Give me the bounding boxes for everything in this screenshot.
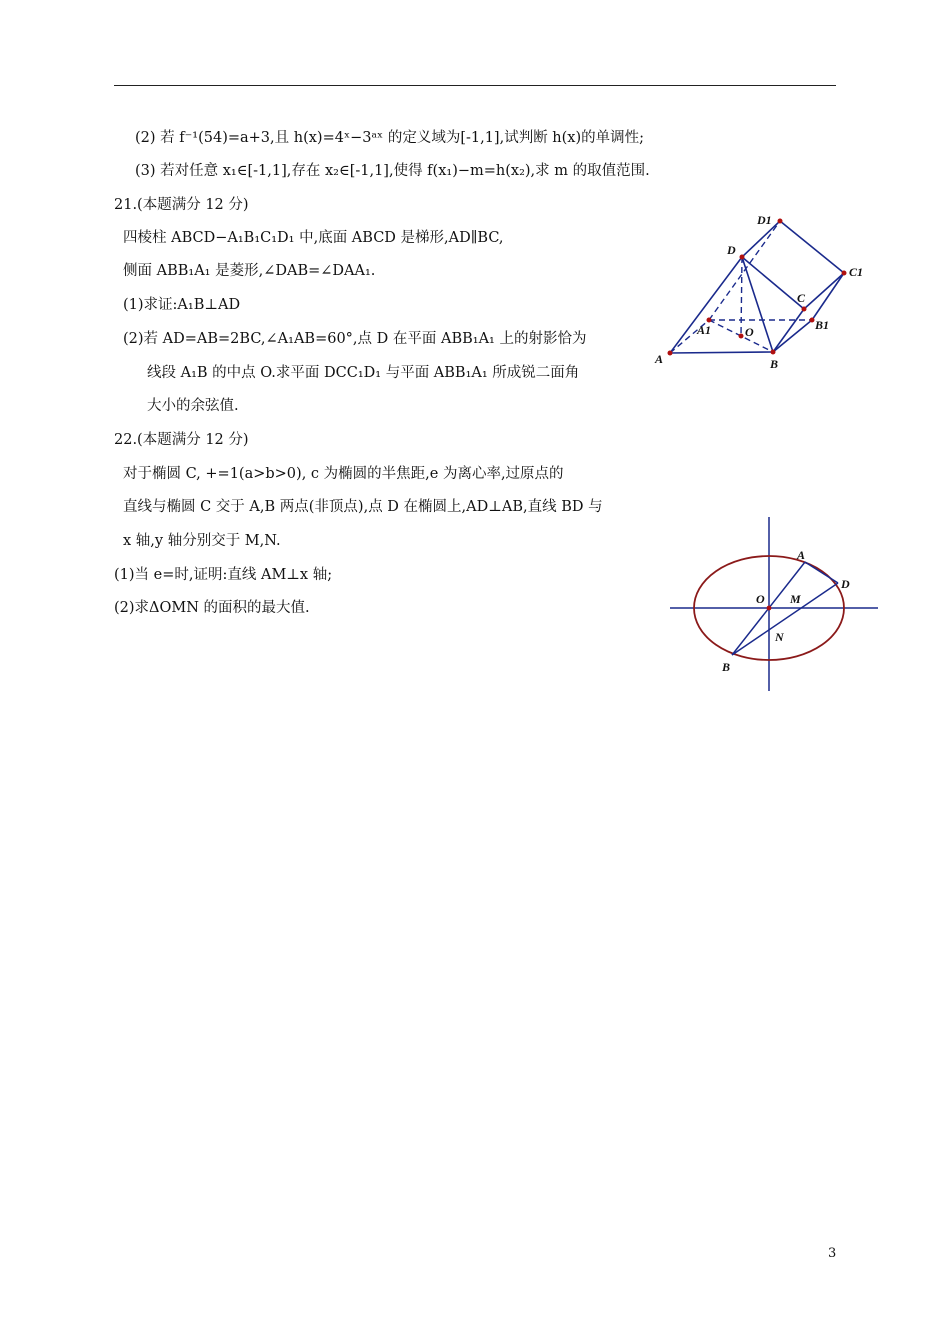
problem21-part2-cont-1: 线段 A₁B 的中点 O.求平面 DCC₁D₁ 与平面 ABB₁A₁ 所成锐二面角	[147, 365, 580, 381]
label-a: A	[655, 352, 664, 366]
problem22-line-1: 对于椭圆 C, +=1(a>b>0), c 为椭圆的半焦距,e 为离心率,过原点的	[123, 466, 564, 482]
problem22-part2: (2)求ΔOMN 的面积的最大值.	[114, 600, 310, 616]
label-a1: A1	[697, 323, 712, 337]
label-n: N	[775, 630, 784, 644]
problem21-header: 21.(本题满分 12 分)	[114, 197, 249, 213]
label-b: B	[722, 660, 731, 674]
label-d: D	[841, 577, 850, 591]
ellipse-figure	[0, 500, 950, 710]
label-m: M	[790, 592, 801, 606]
prism-figure	[0, 0, 950, 420]
label-a: A	[797, 548, 806, 562]
problem21-part2: (2)若 AD=AB=2BC,∠A₁AB=60°,点 D 在平面 ABB₁A₁ 上的射影恰为	[123, 331, 587, 347]
label-c1: C1	[849, 265, 864, 279]
problem22-header: 22.(本题满分 12 分)	[114, 432, 249, 448]
label-d1: D1	[757, 213, 772, 227]
label-o: O	[745, 325, 754, 339]
label-b: B	[770, 357, 779, 371]
label-c: C	[797, 291, 806, 305]
problem22-line-2: 直线与椭圆 C 交于 A,B 两点(非顶点),点 D 在椭圆上,AD⊥AB,直线 BD 与	[123, 499, 603, 515]
problem21-line-2: 侧面 ABB₁A₁ 是菱形,∠DAB=∠DAA₁.	[123, 263, 376, 279]
problem21-part1: (1)求证:A₁B⊥AD	[123, 297, 241, 313]
label-b1: B1	[815, 318, 830, 332]
label-o: O	[756, 592, 765, 606]
problem22-line-3: x 轴,y 轴分别交于 M,N.	[123, 533, 281, 549]
problem21-part2-cont-2: 大小的余弦值.	[147, 398, 239, 414]
page-number: 3	[828, 1246, 837, 1261]
problem20-part2: (2) 若 f⁻¹(54)=a+3,且 h(x)=4ˣ−3ᵃˣ 的定义域为[-1,1],试判断 h(x)的单调性;	[135, 130, 645, 146]
problem22-part1: (1)当 e=时,证明:直线 AM⊥x 轴;	[114, 567, 333, 583]
problem21-line-1: 四棱柱 ABCD−A₁B₁C₁D₁ 中,底面 ABCD 是梯形,AD∥BC,	[123, 230, 504, 246]
label-d: D	[727, 243, 736, 257]
problem20-part3: (3) 若对任意 x₁∈[-1,1],存在 x₂∈[-1,1],使得 f(x₁)−m=h(x₂),求 m 的取值范围.	[135, 163, 650, 179]
